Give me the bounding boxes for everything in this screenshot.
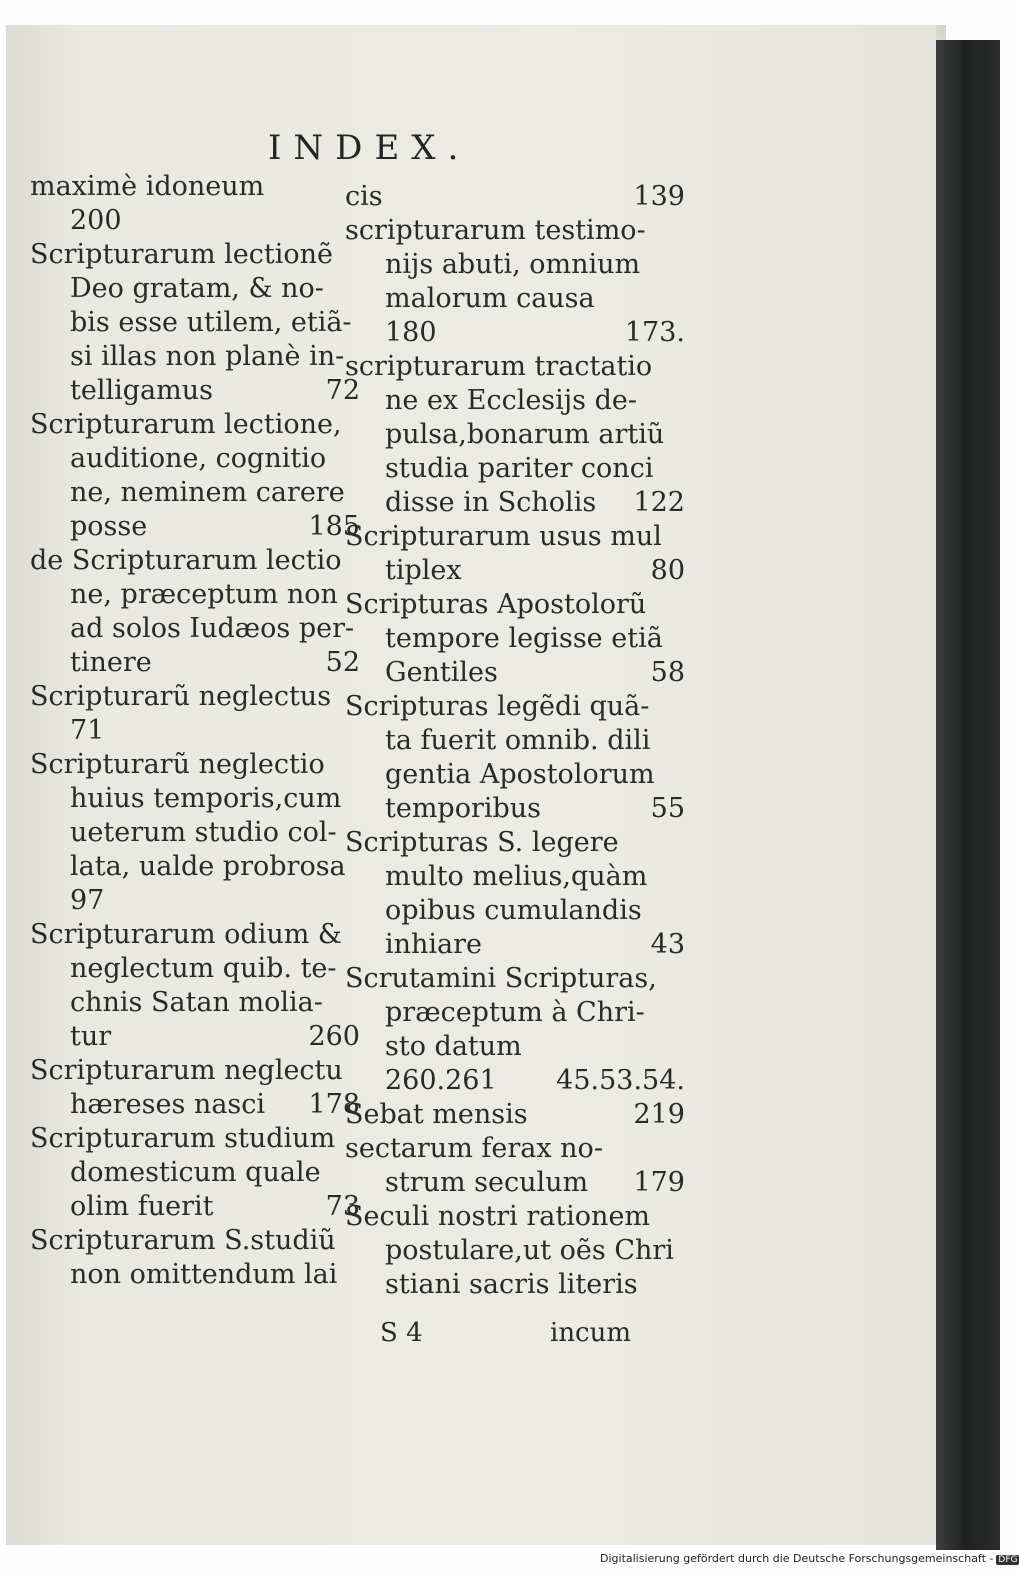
index-entry (30, 1054, 360, 1122)
index-entry-line: disse in Scholis (385, 487, 597, 518)
index-entry-line: 260.261 (385, 1065, 497, 1096)
index-entry (30, 918, 360, 1054)
index-entry (345, 962, 685, 1098)
index-entry-line: bis esse utilem, etiã- (70, 307, 352, 338)
index-entry-line: opibus cumulandis (385, 895, 642, 926)
index-entry-line: Scripturarum lectione, (30, 409, 342, 440)
book-binding (936, 40, 1000, 1550)
index-entry (30, 238, 360, 408)
index-entry-line: sectarum ferax no- (345, 1133, 603, 1164)
index-page-number: 178 (308, 1089, 360, 1120)
index-entry (345, 1200, 685, 1302)
index-entry-line: tur (70, 1021, 112, 1052)
index-entry-line: ne, neminem carere (70, 477, 345, 508)
index-entry-line: Sebat mensis (345, 1099, 528, 1130)
page-header: INDEX. (268, 128, 471, 168)
index-entry-line: Scripturarum usus mul (345, 521, 662, 552)
index-entry-line: Scripturarum lectionẽ (30, 239, 334, 270)
index-entry (345, 214, 685, 350)
index-entry-line: Gentiles (385, 657, 498, 688)
index-page-number: 45.53.54. (556, 1065, 685, 1096)
index-page-number: 260 (308, 1021, 360, 1052)
index-entry-line: 71 (70, 715, 105, 746)
index-entry-line: 97 (70, 885, 105, 916)
index-entry-line: scripturarum testimo- (345, 215, 646, 246)
index-entry-line: cis (345, 181, 383, 212)
index-page-number: 219 (633, 1099, 685, 1130)
index-entry (345, 1132, 685, 1200)
index-entry-line: ta fuerit omnib. dili (385, 725, 651, 756)
index-entry-line: pulsa,bonarum artiũ (385, 419, 665, 450)
index-page-number: 173. (624, 317, 685, 348)
index-entry-line: studia pariter conci (385, 453, 654, 484)
signature-mark: S 4 (380, 1318, 423, 1348)
index-entry (30, 408, 360, 544)
index-entry-line: Scripturarũ neglectio (30, 749, 325, 780)
index-entry-line: chnis Satan molia- (70, 987, 323, 1018)
index-entry-line: ad solos Iudæos per- (70, 613, 355, 644)
index-page-number: 122 (633, 487, 685, 518)
index-entry-line: præceptum à Chri- (385, 997, 645, 1028)
index-entry-line: non omittendum lai (70, 1259, 338, 1290)
index-entry-line: gentia Apostolorum (385, 759, 655, 790)
digitization-footer (600, 1552, 1019, 1565)
index-entry (345, 1098, 685, 1132)
index-entry-line: Scripturas legẽdi quã- (345, 691, 650, 722)
dfg-logo-icon: DFG (998, 1555, 1018, 1565)
index-entry (345, 588, 685, 690)
index-entry (345, 350, 685, 520)
index-entry (345, 690, 685, 826)
index-entry-line: Scripturarum S.studiũ (30, 1225, 336, 1256)
index-page-number: 80 (650, 555, 685, 586)
index-page-number: 58 (650, 657, 685, 688)
index-entry-line: Scripturarum studium (30, 1123, 336, 1154)
index-entry-line: neglectum quib. te- (70, 953, 337, 984)
index-entry-line: tempore legisse etiã (385, 623, 663, 654)
index-page-number: 179 (633, 1167, 685, 1198)
index-entry-line: domesticum quale (70, 1157, 321, 1188)
index-entry-line: temporibus (385, 793, 542, 824)
index-entry-line: ne ex Ecclesijs de- (385, 385, 637, 416)
index-page-number: 185 (308, 511, 360, 542)
index-entry-line: scripturarum tractatio (345, 351, 653, 382)
index-entry-line: strum seculum (385, 1167, 589, 1198)
index-entry-line: multo melius,quàm (385, 861, 648, 892)
index-page-number: 43 (650, 929, 685, 960)
index-entry-line: lata, ualde probrosa (70, 851, 346, 882)
index-page-number: 52 (325, 647, 360, 678)
index-page-number: 72 (325, 375, 360, 406)
index-entry-line: tiplex (385, 555, 462, 586)
index-entry (30, 170, 360, 238)
index-column-left (30, 170, 360, 1292)
index-page-number: 73 (325, 1191, 360, 1222)
index-entry-line: 200 (70, 205, 122, 236)
index-entry-line: ueterum studio col- (70, 817, 337, 848)
index-entry (30, 680, 360, 748)
index-entry-line: tinere (70, 647, 152, 678)
index-entry-line: Deo gratam, & no- (70, 273, 324, 304)
index-entry-line: posse (70, 511, 148, 542)
index-entry (30, 1122, 360, 1224)
index-entry (30, 748, 360, 918)
index-entry-line: Scripturarum odium & (30, 919, 342, 950)
index-entry (30, 544, 360, 680)
index-entry-line: maximè idoneum (30, 171, 265, 202)
index-entry-line: stiani sacris literis (385, 1269, 638, 1300)
index-entry-line: inhiare (385, 929, 483, 960)
index-entry-line: de Scripturarum lectio (30, 545, 342, 576)
index-column-right (345, 180, 685, 1302)
index-entry-line: auditione, cognitio (70, 443, 327, 474)
index-entry (345, 180, 685, 214)
index-entry-line: Scripturas S. legere (345, 827, 619, 858)
index-entry-line: malorum causa (385, 283, 595, 314)
index-entry-line: Scripturas Apostolorũ (345, 589, 647, 620)
index-entry-line: postulare,ut oẽs Chri (385, 1235, 674, 1266)
index-entry-line: huius temporis,cum (70, 783, 342, 814)
index-entry-line: Scripturarũ neglectus (30, 681, 332, 712)
index-entry-line: Scripturarum neglectu (30, 1055, 343, 1086)
index-entry-line: hæreses nasci (70, 1089, 266, 1120)
index-entry-line: Seculi nostri rationem (345, 1201, 651, 1232)
index-page-number: 139 (633, 181, 685, 212)
index-entry-line: olim fuerit (70, 1191, 214, 1222)
footer-text: Digitalisierung gefördert durch die Deutsche Forschungsgemeinschaft - (600, 1552, 994, 1565)
index-entry-line: nijs abuti, omnium (385, 249, 641, 280)
index-entry (30, 1224, 360, 1292)
index-entry-line: si illas non planè in- (70, 341, 345, 372)
catchword: incum (550, 1318, 632, 1348)
index-entry-line: ne, præceptum non (70, 579, 338, 610)
index-entry (345, 826, 685, 962)
index-entry-line: Scrutamini Scripturas, (345, 963, 657, 994)
index-entry-line: telligamus (70, 375, 213, 406)
index-entry (345, 520, 685, 588)
index-page-number: 55 (650, 793, 685, 824)
index-entry-line: 180 (385, 317, 437, 348)
index-entry-line: sto datum (385, 1031, 522, 1062)
